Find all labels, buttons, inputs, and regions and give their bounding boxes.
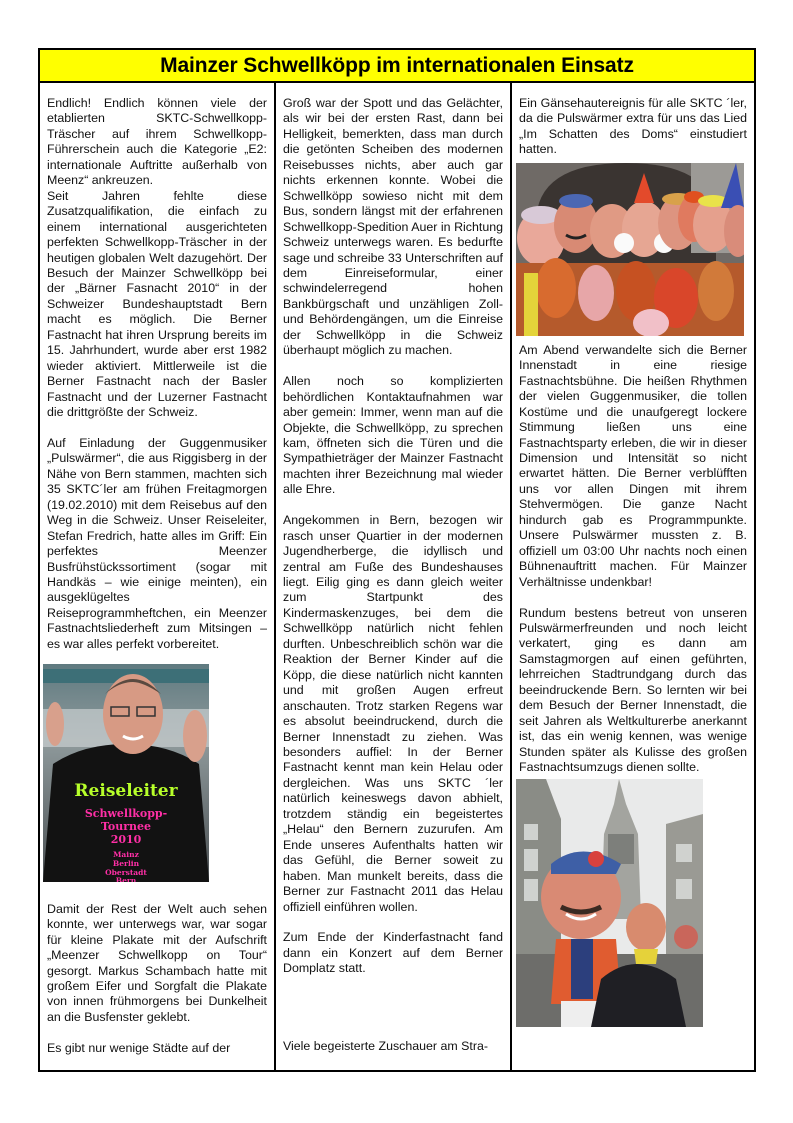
article-columns xyxy=(40,83,754,1070)
column-1 xyxy=(40,83,276,1070)
svg-text:2010: 2010 xyxy=(110,833,142,847)
paragraph: Allen noch so komplizierten behördlichen Kontaktaufnahmen war aber gemein: Immer, wenn man auf die Objekte, die Schwellköpp, zu sprechen kam, öffneten sich die Türen und die Sympathieträger der Mainzer Fastnacht machten ihrer Bezeichnung mal wieder alle Ehre. xyxy=(283,374,503,497)
photo-schwellkoepp-group-image xyxy=(516,163,744,336)
paragraph: Es gibt nur wenige Städte auf der xyxy=(47,1040,231,1055)
column-2 xyxy=(276,83,512,1070)
paragraph: Angekommen in Bern, bezogen wir rasch unser Quartier in der modernen Jugendherberge, die idyllisch und zentral am Fuße des Bundeshauses liegt. Eilig ging es dann gleich weiter zum Startpunkt des Kindermaskenzuges, bei dem die Schwellköpp natürlich nicht fehlen durften. Unbeschreiblich schön war die Reaktion der Berner Kinder auf die Köpp, die diese natürlich nicht kannten und mit großen Augen erfreut anschauten. Trotz starken Regens war es absolut beeindruckend, durch die Berner Innenstadt zu ziehen. Was besonders auffiel: In der Berner Fastnacht kennt man kein Helau oder dergleichen. Was uns SKTC ´ler natürlich keineswegs davon abhielt, trotzdem ständig ein begeistertes „Helau“ den Bernern zuzurufen. Am Ende unseres Aufenthalts hatten wir das Gefühl, die Berner soweit zu haben. Man munkelt bereits, dass die Berner zur Fastnacht 2011 das Helau offiziell einführen wollen. xyxy=(283,513,503,914)
article-frame xyxy=(38,48,756,1072)
paragraph: Damit der Rest der Welt auch sehen konnte, wer unterwegs war, war sogar für kleine Plakate mit der Aufschrift „Meenzer Schwellkopp on Tour“ gesorgt. Markus Schambach hatte mit großem Eifer und Sorgfalt die Plakate von innen frühmorgens bei Dunkelheit an die Busfenster geklebt. xyxy=(47,901,267,1024)
photo-reiseleiter xyxy=(43,664,209,882)
paragraph: Groß war der Spott und das Gelächter, als wir bei der ersten Rast, dann bei Helligkeit, bemerkten, dass man durch die getönten Scheiben des modernen Reisebusses nichts, aber auch gar nichts erkennen konnte. Wobei die Schwellköpp sowieso nicht mit dem Bus, sondern längst mit der erfahrenen Schwellkopp-Spedition Auer in Richtung Schweiz unterwegs waren. Es bedurfte sage und schreibe 33 Unterschriften auf dem Einreiseformular, einer schwindelerregend hohen Bankbürgschaft und unzähligen Zoll- und Behördengängen, um die Einreise der Schwellköpp in die Schweiz überhaupt möglich zu machen. xyxy=(283,96,503,358)
paragraph: Endlich! Endlich können viele der etablierten SKTC-Schwellkopp-Träscher auf ihrem Schwellkopp-Führerschein auch die Kategorie „E2: internationale Auftritte außerhalb von Meenz“ ankreuzen. xyxy=(47,96,267,188)
svg-text:Bern: Bern xyxy=(115,876,137,883)
svg-text:Oberstadt: Oberstadt xyxy=(105,868,147,878)
svg-text:Schwellkopp-: Schwellkopp- xyxy=(84,807,168,821)
photo-reiseleiter-image xyxy=(43,664,209,882)
column-3 xyxy=(512,83,754,1070)
photo-bern-street xyxy=(516,779,703,1027)
svg-text:Reiseleiter: Reiseleiter xyxy=(74,781,178,802)
photo-bern-street-image xyxy=(516,779,703,1027)
svg-text:Berlin: Berlin xyxy=(112,859,140,869)
title-bar xyxy=(40,50,754,83)
paragraph: Ein Gänsehautereignis für alle SKTC ´ler, da die Pulswärmer extra für uns das Lied „Im Schatten des Doms“ einstudiert hatten. xyxy=(519,96,747,157)
paragraph: Rundum bestens betreut von unseren Pulswärmerfreunden und noch leicht verkatert, ging es dann am Samstagmorgen auf einen geführten, lehrreichen Stadtrundgang durch das beeindruckende Bern. So lernten wir bei dem Besuch der Berner Innenstadt, die seit Jahren als Weltkulturerbe anerkannt ist, das ein wenig kennen, was wenige Stunden später als Kulisse des großen Fastnachtsumzugs dienen sollte. xyxy=(519,605,747,775)
page-title: Mainzer Schwellköpp im internationalen Einsatz xyxy=(160,54,634,77)
photo-schwellkoepp-group xyxy=(516,163,744,336)
paragraph: Zum Ende der Kinderfastnacht fand dann ein Konzert auf dem Berner Domplatz statt. xyxy=(283,930,503,976)
paragraph: Seit Jahren fehlte diese Zusatzqualifikation, die einfach zu einem international ausgerichteten perfekten Schwellkopp-Träscher in der heutigen globalen Welt dazugehört. Der Besuch der Mainzer Schwellköpp bei der „Bärner Fasnacht 2010“ in der Schweizer Bundeshauptstadt Bern macht es möglich. Die Berner Fastnacht hat ihren Ursprung bereits im 15. Jahrhundert, wurde aber erst 1982 wieder aktiviert. Mittlerweile ist die Berner Fastnacht nach der Basler Fastnacht und der Luzerner Fastnacht die drittgrößte der Schweiz. xyxy=(47,188,267,420)
svg-text:Tournee: Tournee xyxy=(100,820,152,834)
svg-text:Mainz: Mainz xyxy=(113,850,139,860)
paragraph: Am Abend verwandelte sich die Berner Innenstadt in eine riesige Fastnachtsbühne. Die heißen Rhythmen der vielen Guggenmusiker, die tollen Kostüme und die unaufgeregt lockere Stimmung ließen uns eine Fastnachtsparty erleben, die wir in dieser Dimension und Intensität so nicht erwartet hätten. Die Berner verblüfften uns vor allen Dingen mit ihrem Stehvermögen. Die ganze Nacht hindurch gab es Programmpunkte. Unsere Pulswärmer mussten z. B. offiziell um 03:00 Uhr nachts noch einen Bühnenauftritt machen. Für Mainzer Verhältnisse undenkbar! xyxy=(519,342,747,589)
paragraph: Auf Einladung der Guggenmusiker „Pulswärmer“, die aus Riggisberg in der Nähe von Bern stammen, machten sich 35 SKTC´ler am frühen Freitagmorgen (19.02.2010) mit dem Reisebus auf den Weg in die Schweiz. Unser Reiseleiter, Stefan Fredrich, hatte alles im Griff: Ein perfektes Meenzer Busfrühstückssortiment (sogar mit Handkäs – wie einige meinten), ein ausgeklügeltes Reiseprogrammheftchen, ein Meenzer Fastnachtsliederheft zum Mitsingen – es war alles perfekt vorbereitet. xyxy=(47,435,267,651)
paragraph: Viele begeisterte Zuschauer am Stra- xyxy=(283,1038,489,1053)
